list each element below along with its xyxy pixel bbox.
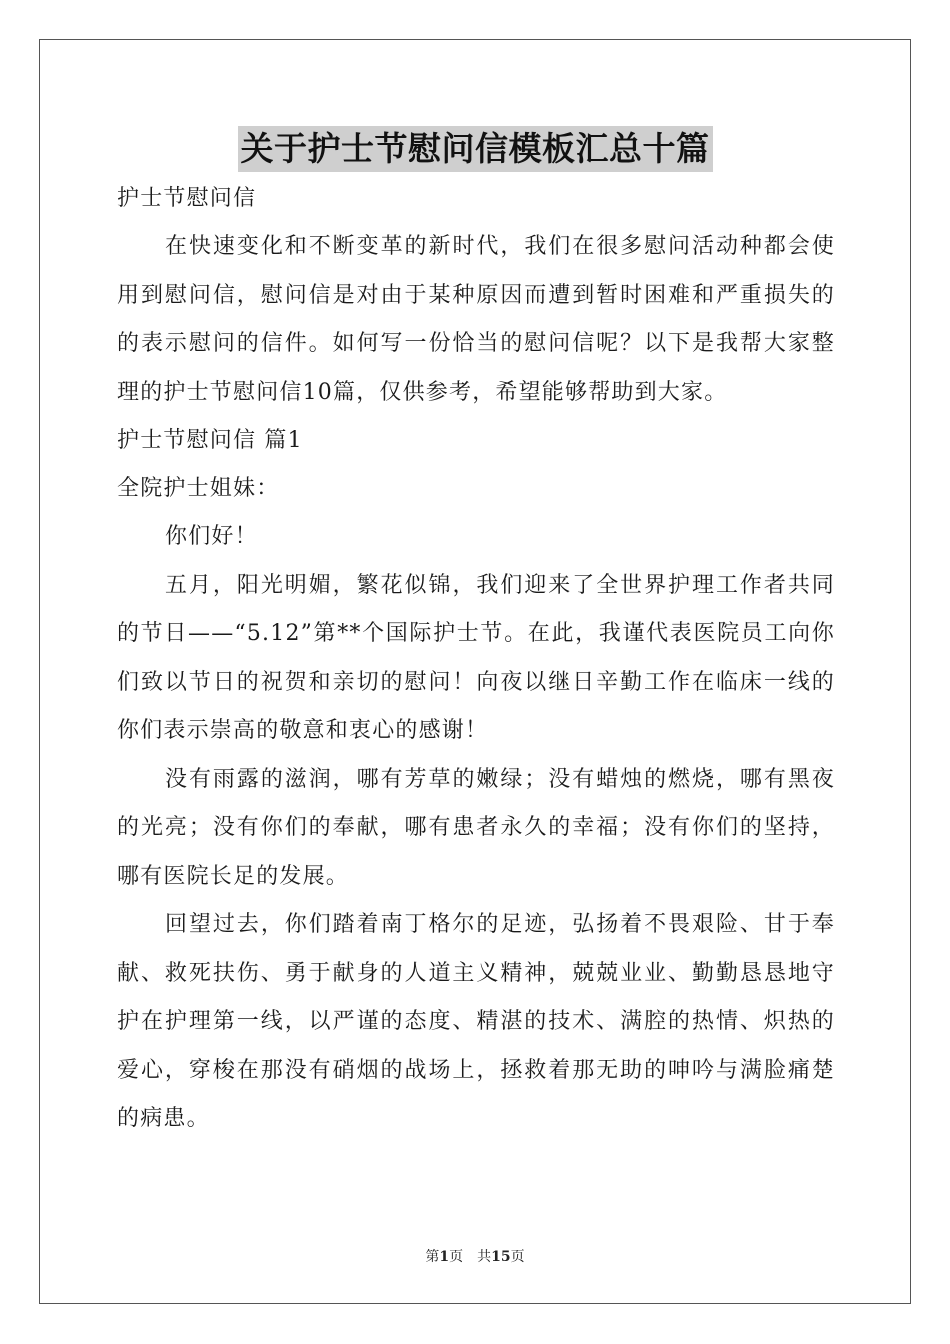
- footer-total-pages: 15: [491, 1249, 511, 1265]
- footer-mid: 页 共: [449, 1249, 492, 1265]
- body-paragraph-1: 五月，阳光明媚，繁花似锦，我们迎来了全世界护理工作者共同的节日——“5.12”第**个国际护士节。在此，我谨代表医院员工向你们致以节日的祝贺和亲切的慰问！向夜以继日辛勤工作在临床一线的你们表示崇高的敬意和衷心的感谢！: [117, 572, 835, 743]
- title-container: [0, 126, 950, 172]
- footer-prefix: 第: [425, 1249, 440, 1265]
- intro-paragraph: 在快速变化和不断变革的新时代，我们在很多慰问活动种都会使用到慰问信，慰问信是对由于某种原因而遭到暂时困难和严重损失的的表示慰问的信件。如何写一份恰当的慰问信呢？以下是我帮大家整理的护士节慰问信10篇，仅供参考，希望能够帮助到大家。: [117, 234, 835, 405]
- footer-suffix: 页: [510, 1249, 525, 1265]
- section-heading: 护士节慰问信 篇1: [117, 428, 303, 453]
- body-paragraph-3: 回望过去，你们踏着南丁格尔的足迹，弘扬着不畏艰险、甘于奉献、救死扶伤、勇于献身的人道主义精神，兢兢业业、勤勤恳恳地守护在护理第一线，以严谨的态度、精湛的技术、满腔的热情、炽热的爱心，穿梭在那没有硝烟的战场上，拯救着那无助的呻吟与满脸痛楚的病患。: [117, 912, 835, 1131]
- document-title: 关于护士节慰问信模板汇总十篇: [238, 126, 713, 172]
- document-body: [117, 175, 835, 1144]
- salutation: 全院护士姐妹：: [117, 476, 280, 501]
- body-paragraph-2: 没有雨露的滋润，哪有芳草的嫩绿；没有蜡烛的燃烧，哪有黑夜的光亮；没有你们的奉献，哪有患者永久的幸福；没有你们的坚持，哪有医院长足的发展。: [117, 766, 835, 889]
- footer-current-page: 1: [439, 1249, 450, 1265]
- greeting: 你们好！: [165, 524, 258, 549]
- intro-heading: 护士节慰问信: [117, 186, 257, 211]
- page-footer: [0, 1246, 950, 1266]
